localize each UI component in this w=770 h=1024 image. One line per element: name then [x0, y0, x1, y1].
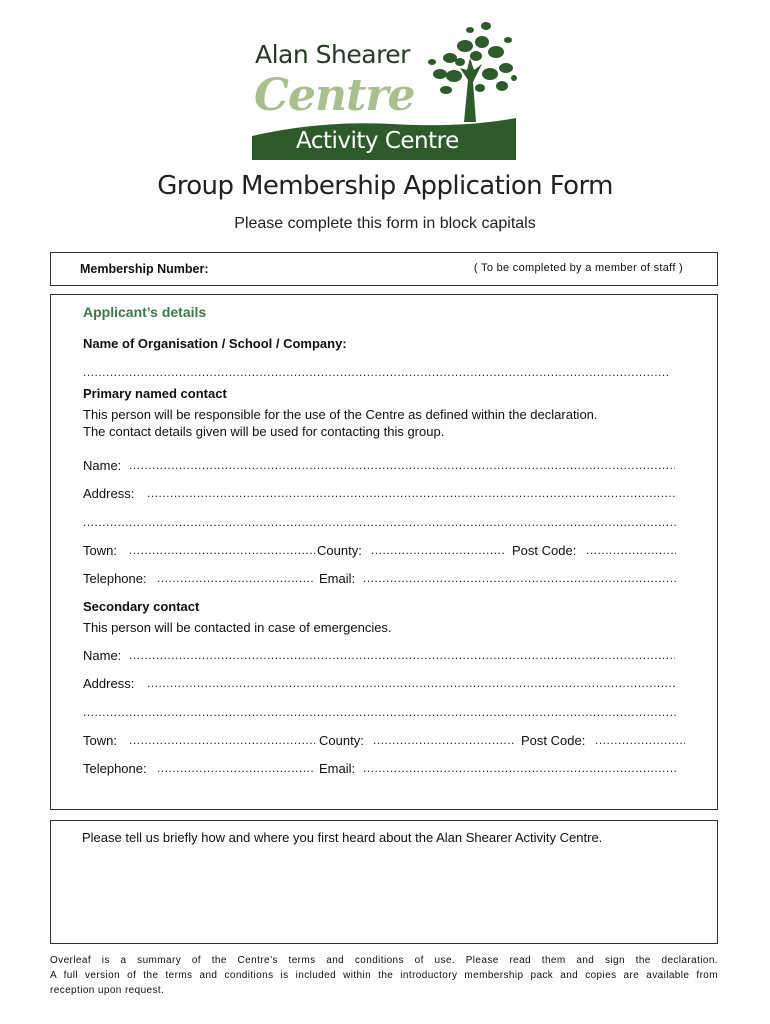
- primary-name-label: Name:: [83, 458, 122, 473]
- applicant-details-box: [50, 294, 718, 810]
- secondary-postcode-label: Post Code:: [521, 733, 586, 748]
- secondary-telephone-label: Telephone:: [83, 761, 147, 776]
- secondary-address-field-1[interactable]: [147, 676, 677, 690]
- membership-number-label: Membership Number:: [80, 262, 209, 276]
- applicant-details-heading: Applicant’s details: [83, 304, 207, 320]
- staff-completion-note: ( To be completed by a member of staff ): [473, 262, 683, 274]
- secondary-postcode-field[interactable]: [595, 733, 685, 747]
- organisation-label: Name of Organisation / School / Company:: [83, 336, 347, 351]
- secondary-name-field[interactable]: [129, 648, 675, 662]
- how-heard-question: Please tell us briefly how and where you first heard about the Alan Shearer Activity Centre.: [82, 830, 603, 845]
- secondary-town-field[interactable]: [129, 733, 315, 747]
- secondary-address-label: Address:: [83, 676, 135, 691]
- primary-contact-heading: Primary named contact: [83, 386, 227, 401]
- primary-name-field[interactable]: [129, 458, 675, 472]
- primary-county-field[interactable]: [371, 543, 505, 557]
- primary-email-label: Email:: [319, 571, 356, 586]
- footer-line-1: Overleaf is a summary of the Centre’s terms and conditions of use. Please read them and sign the declaration.: [50, 955, 718, 966]
- logo-text-alan-shearer: Alan Shearer: [255, 40, 410, 69]
- secondary-email-label: Email:: [319, 761, 356, 776]
- secondary-contact-desc: This person will be contacted in case of emergencies.: [83, 620, 392, 635]
- primary-contact-desc-1: This person will be responsible for the use of the Centre as defined within the declaration.: [83, 407, 598, 422]
- logo-text-activity-centre: Activity Centre: [296, 128, 459, 154]
- primary-address-label: Address:: [83, 486, 135, 501]
- organisation-field[interactable]: [83, 365, 669, 379]
- form-title: Group Membership Application Form: [157, 171, 613, 201]
- primary-address-field-1[interactable]: [147, 486, 677, 500]
- secondary-county-label: County:: [319, 733, 364, 748]
- primary-telephone-label: Telephone:: [83, 571, 147, 586]
- centre-logo: [252, 18, 520, 163]
- primary-postcode-label: Post Code:: [512, 543, 577, 558]
- form-subtitle: Please complete this form in block capitals: [234, 215, 536, 232]
- membership-number-box: [50, 252, 718, 286]
- footer-line-2: A full version of the terms and conditions is included within the introductory membership pack and copies are available from: [50, 970, 718, 981]
- primary-email-field[interactable]: [363, 571, 677, 585]
- how-heard-box[interactable]: [50, 820, 718, 944]
- primary-postcode-field[interactable]: [586, 543, 676, 557]
- primary-town-label: Town:: [83, 543, 117, 558]
- secondary-telephone-field[interactable]: [157, 761, 315, 775]
- primary-address-field-2[interactable]: [83, 515, 677, 529]
- primary-contact-desc-2: The contact details given will be used for contacting this group.: [83, 424, 445, 439]
- terms-footer: [50, 953, 718, 998]
- secondary-address-field-2[interactable]: [83, 705, 677, 719]
- logo-text-centre: Centre: [254, 70, 415, 121]
- secondary-name-label: Name:: [83, 648, 122, 663]
- secondary-email-field[interactable]: [363, 761, 677, 775]
- primary-town-field[interactable]: [129, 543, 315, 557]
- primary-county-label: County:: [317, 543, 362, 558]
- secondary-county-field[interactable]: [373, 733, 515, 747]
- footer-line-3: reception upon request.: [50, 985, 165, 996]
- primary-telephone-field[interactable]: [157, 571, 315, 585]
- secondary-contact-heading: Secondary contact: [83, 599, 200, 614]
- tree-icon: [420, 18, 520, 128]
- secondary-town-label: Town:: [83, 733, 117, 748]
